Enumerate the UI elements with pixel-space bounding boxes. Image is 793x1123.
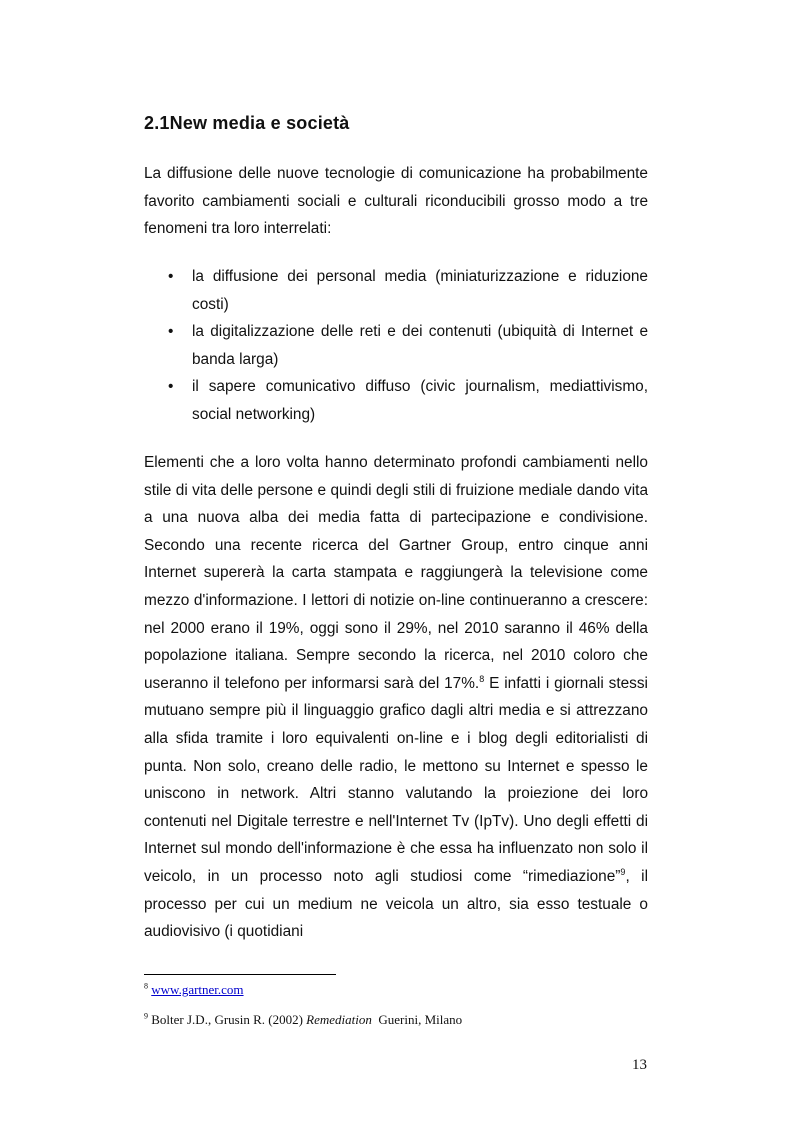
list-item <box>144 373 648 428</box>
bullet-icon: • <box>168 378 174 396</box>
footnote-9 <box>144 1012 462 1028</box>
footnote-ref-8[interactable]: 8 <box>479 673 485 684</box>
body-text-part2: E infatti i giornali stessi mutuano sempre più il linguaggio grafico dagli altri media e si attrezzano alla sfida tramite i loro equivalenti on-line e i blog degli editorialisti di punta. Non solo, creano delle radio, le mettono su Internet e spesso le uniscono in network. Altri stanno valutando la proiezione dei loro contenuti nel Digitale terrestre e nell'Internet Tv (IpTv). Uno degli effetti di Internet sul mondo dell'informazione è che essa ha influenzato non solo il veicolo, in un processo noto agli studiosi come “rimediazione” <box>144 674 648 885</box>
list-item <box>144 263 648 318</box>
footnote-divider <box>144 974 336 975</box>
bullet-icon: • <box>168 323 174 341</box>
footnote-publisher: Guerini, Milano <box>371 1012 463 1027</box>
list-item <box>144 318 648 373</box>
footnote-ref-9[interactable]: 9 <box>620 866 626 877</box>
footnote-book-title: Remediation <box>306 1012 372 1027</box>
bullet-icon: • <box>168 268 174 285</box>
bullet-list <box>144 263 648 429</box>
body-text-part3: , il processo per cui un medium ne veicola un altro, sia esso testuale o audiovisivo (i quotidiani <box>144 867 648 941</box>
intro-paragraph: La diffusione delle nuove tecnologie di comunicazione ha probabilmente favorito cambiamenti sociali e culturali riconducibili grosso modo a tre fenomeni tra loro interrelati: <box>144 165 648 238</box>
footnote-8 <box>144 982 244 998</box>
section-number: 2.1 <box>144 113 170 133</box>
footnote-link[interactable]: www.gartner.com <box>151 982 244 997</box>
footnote-mark: 8 <box>144 981 148 991</box>
list-item-text: la digitalizzazione delle reti e dei contenuti (ubiquità di Internet e banda larga) <box>192 323 648 368</box>
list-item-text: il sapere comunicativo diffuso (civic journalism, mediattivismo, social networking) <box>192 378 648 423</box>
section-title: New media e società <box>169 113 350 133</box>
page-number: 13 <box>632 1057 647 1073</box>
body-paragraph <box>144 449 648 946</box>
footnote-mark: 9 <box>144 1011 148 1021</box>
footnote-authors: Bolter J.D., Grusin R. (2002) <box>151 1012 307 1027</box>
list-item-text: la diffusione dei personal media (miniaturizzazione e riduzione costi) <box>192 268 648 313</box>
section-heading <box>144 113 350 134</box>
body-text-part1: Elementi che a loro volta hanno determinato profondi cambiamenti nello stile di vita delle persone e quindi degli stili di fruizione mediale dando vita a una nuova alba dei media fatta di partecipazione e condivisione. Secondo una recente ricerca del Gartner Group, entro cinque anni Internet supererà la carta stampata e raggiungerà la televisione come mezzo d'informazione. I lettori di notizie on-line continueranno a crescere: nel 2000 erano il 19%, oggi sono il 29%, nel 2010 saranno il 46% della popolazione italiana. Sempre secondo la ricerca, nel 2010 coloro che useranno il telefono per informarsi sarà del 17%. <box>144 454 648 692</box>
